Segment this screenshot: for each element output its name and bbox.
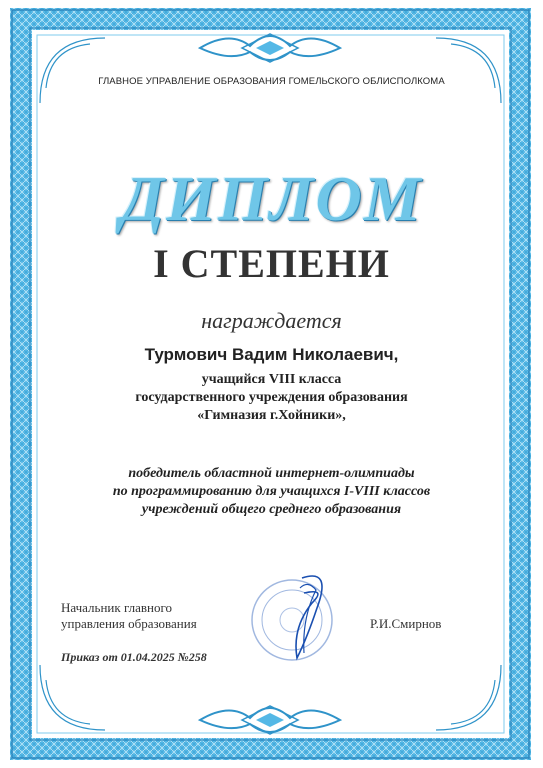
- order-reference: Приказ от 01.04.2025 №258: [61, 650, 207, 664]
- award-degree: I СТЕПЕНИ: [153, 241, 390, 286]
- awarded-text: награждается: [201, 308, 342, 333]
- issuing-organization: ГЛАВНОЕ УПРАВЛЕНИЕ ОБРАЗОВАНИЯ ГОМЕЛЬСКОГО ОБЛИСПОЛКОМА: [98, 76, 445, 87]
- school-info: [0, 371, 543, 425]
- signatory-position-line: управления образования: [61, 616, 197, 631]
- signature: [296, 576, 322, 658]
- achievement-line: по программированию для учащихся I-VIII классов: [112, 484, 431, 499]
- achievement-line: победитель областной интернет-олимпиады: [128, 466, 415, 481]
- achievement-line: учреждений общего среднего образования: [141, 502, 402, 517]
- recipient-name: Турмович Вадим Николаевич,: [144, 345, 399, 364]
- signatory-position: [61, 600, 197, 632]
- school-line: учащийся VIII класса: [201, 372, 342, 387]
- document-title: ДИПЛОМ: [120, 163, 423, 234]
- achievement-info: [0, 465, 543, 519]
- signatory-position-line: Начальник главного: [61, 600, 172, 615]
- school-line: государственного учреждения образования: [135, 390, 408, 405]
- signatory-name: Р.И.Смирнов: [370, 616, 442, 631]
- official-seal: [242, 568, 352, 668]
- school-line: «Гимназия г.Хойники»,: [197, 408, 346, 423]
